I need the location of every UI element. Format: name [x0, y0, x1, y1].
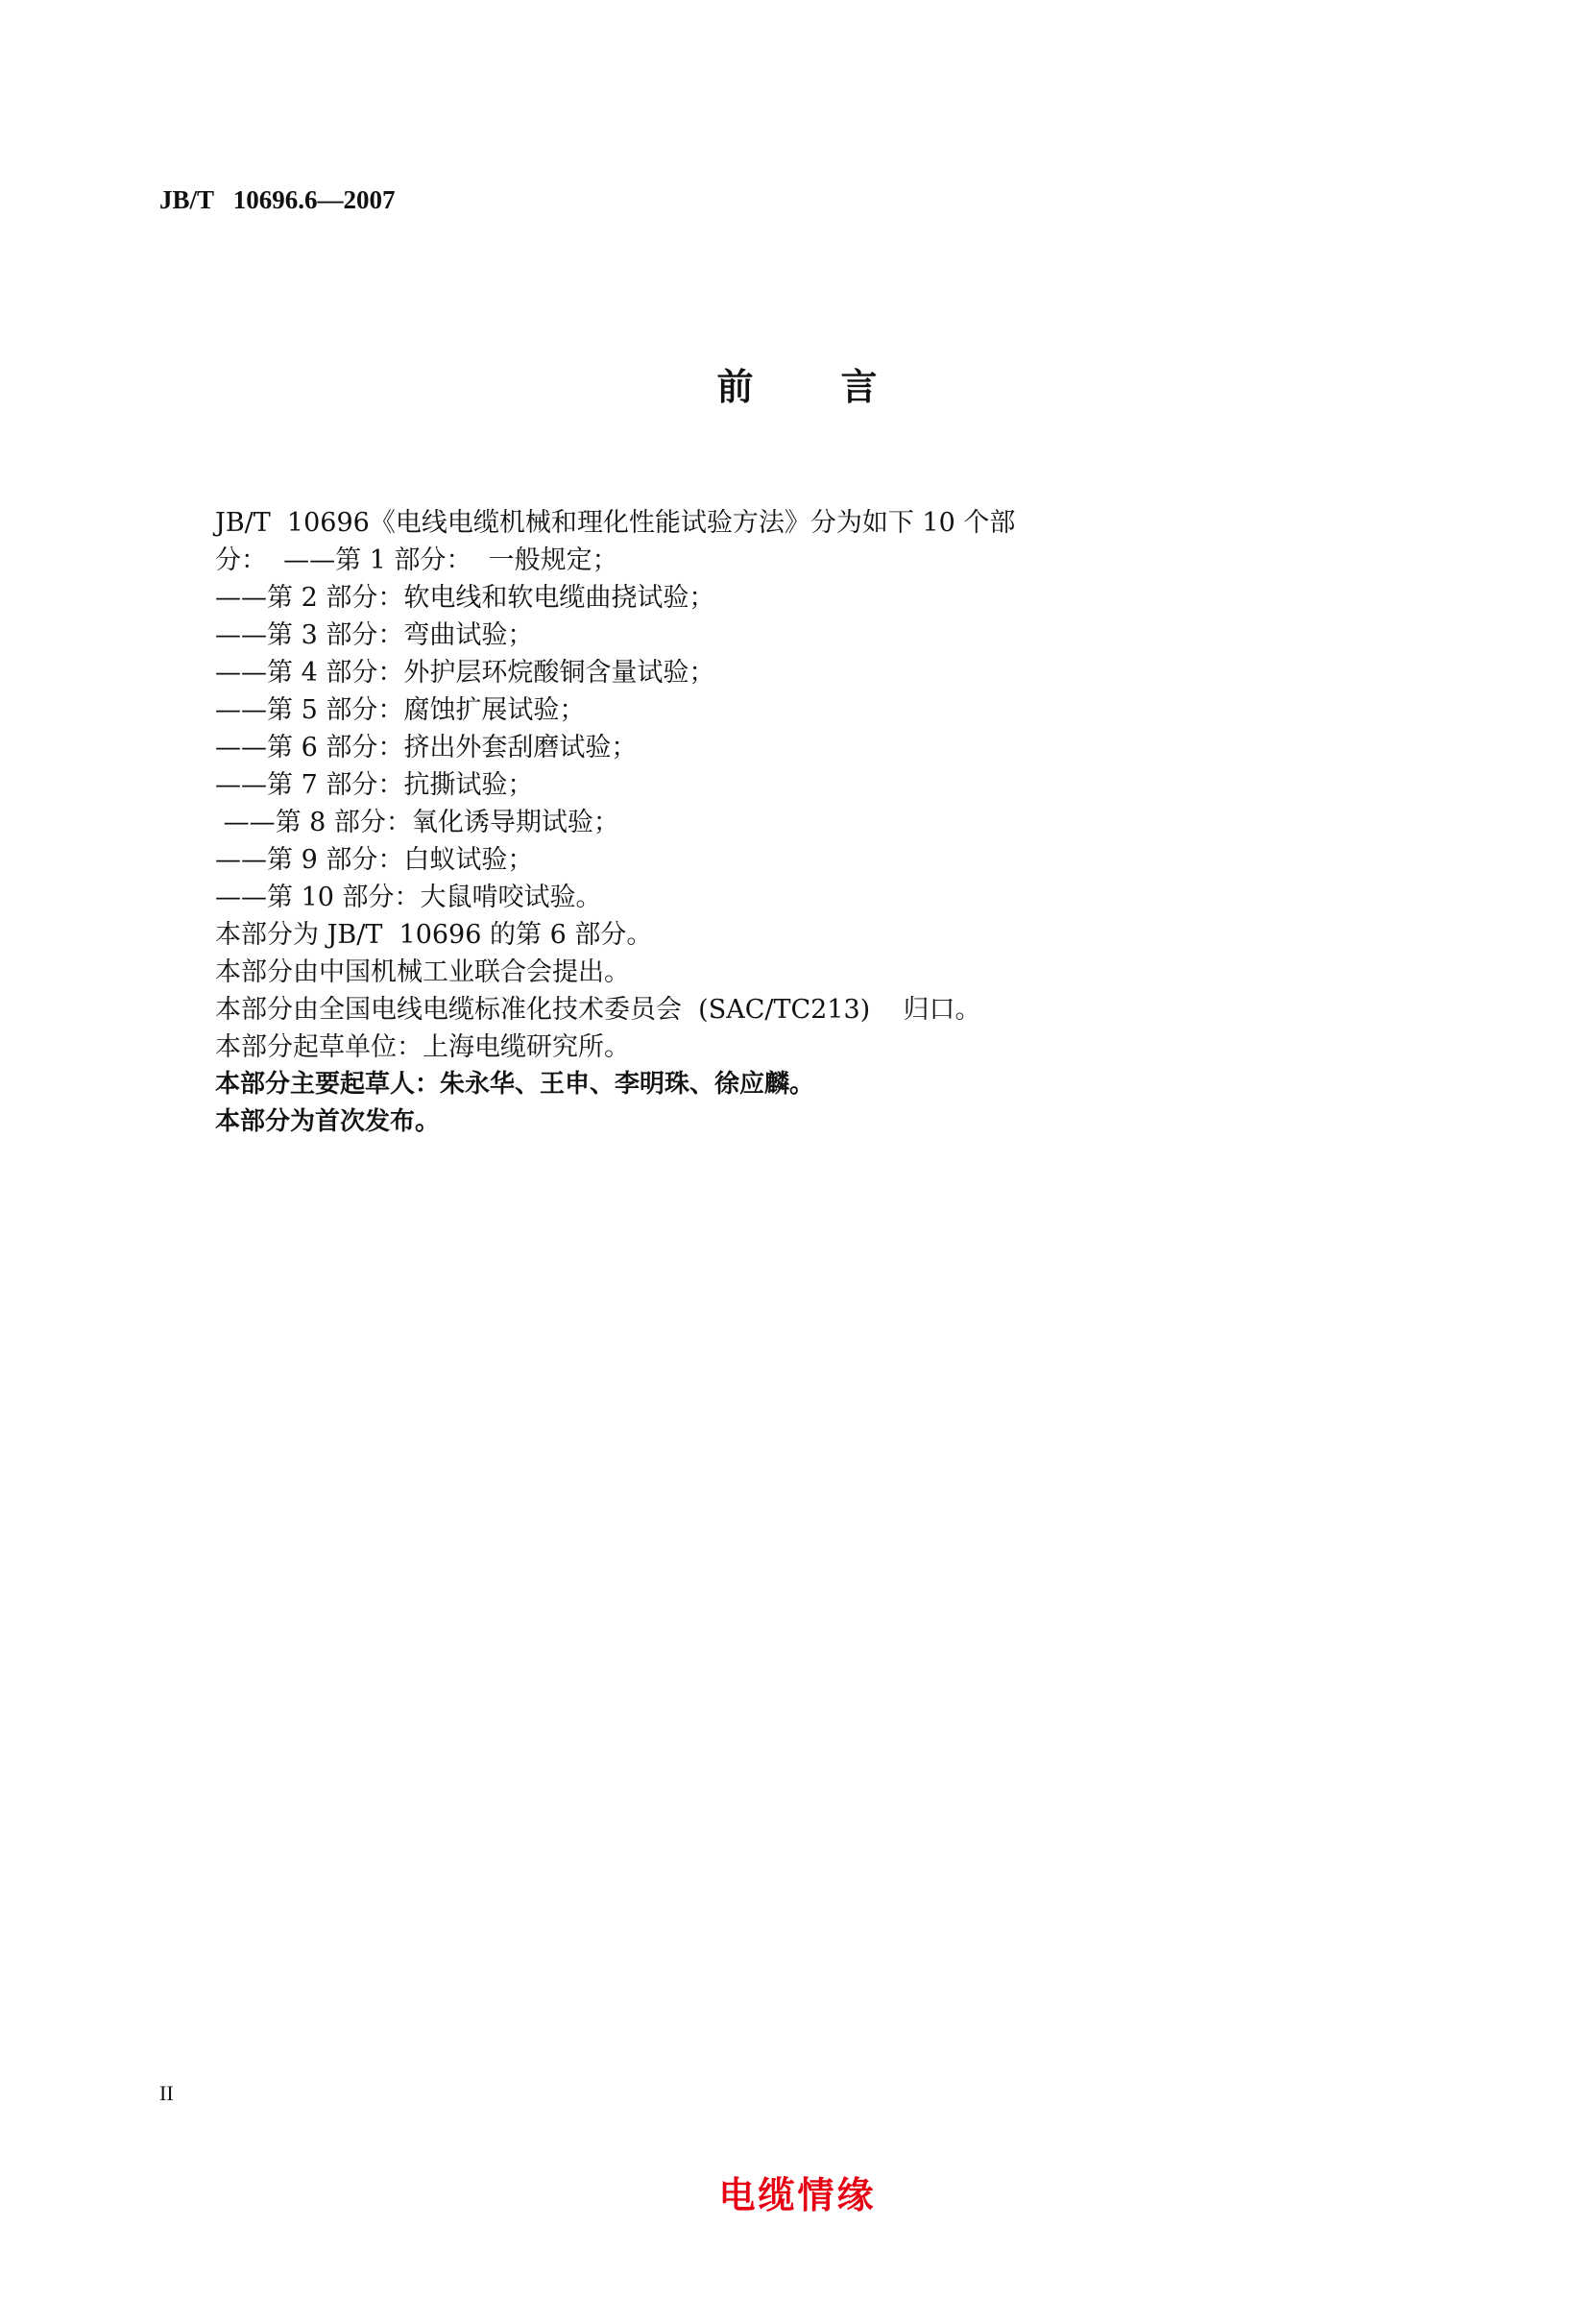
first-release-line: 本部分为首次发布。 — [215, 1107, 441, 1136]
foreword-line: ——第 8 部分：氧化诱导期试验； — [215, 808, 619, 837]
foreword-line: JB/T 10696《电线电缆机械和理化性能试验方法》分为如下 10 个部 — [215, 508, 1016, 538]
foreword-line: ——第 10 部分：大鼠啃咬试验。 — [215, 883, 602, 912]
foreword-line: ——第 6 部分：挤出外套刮磨试验； — [215, 733, 638, 763]
foreword-line: ——第 4 部分：外护层环烷酸铜含量试验； — [215, 658, 715, 688]
foreword-line: ——第 9 部分：白蚁试验； — [215, 845, 534, 875]
drafters-line: 本部分主要起草人：朱永华、王申、李明珠、徐应麟。 — [215, 1070, 815, 1099]
foreword-line: 本部分由中国机械工业联合会提出。 — [215, 957, 630, 987]
standard-code: JB/T 10696.6—2007 — [159, 185, 396, 214]
foreword-line: 本部分为 JB/T 10696 的第 6 部分。 — [215, 920, 653, 950]
foreword-line: ——第 2 部分：软电线和软电缆曲挠试验； — [215, 583, 715, 613]
title-char-1: 前 — [716, 366, 755, 408]
foreword-body — [215, 504, 1175, 1141]
foreword-line: ——第 5 部分：腐蚀扩展试验； — [215, 695, 586, 725]
watermark-text: 电缆情缘 — [718, 2174, 877, 2216]
foreword-line: 分： ——第 1 部分： 一般规定； — [215, 545, 618, 575]
foreword-line: 本部分由全国电线电缆标准化技术委员会 (SAC/TC213) 归口。 — [215, 995, 981, 1025]
page-title — [0, 357, 1595, 410]
foreword-line: ——第 3 部分：弯曲试验； — [215, 620, 534, 650]
page-number: II — [159, 2081, 174, 2105]
foreword-line: 本部分起草单位：上海电缆研究所。 — [215, 1032, 630, 1062]
title-char-2: 言 — [840, 366, 879, 408]
foreword-line: ——第 7 部分：抗撕试验； — [215, 770, 534, 800]
